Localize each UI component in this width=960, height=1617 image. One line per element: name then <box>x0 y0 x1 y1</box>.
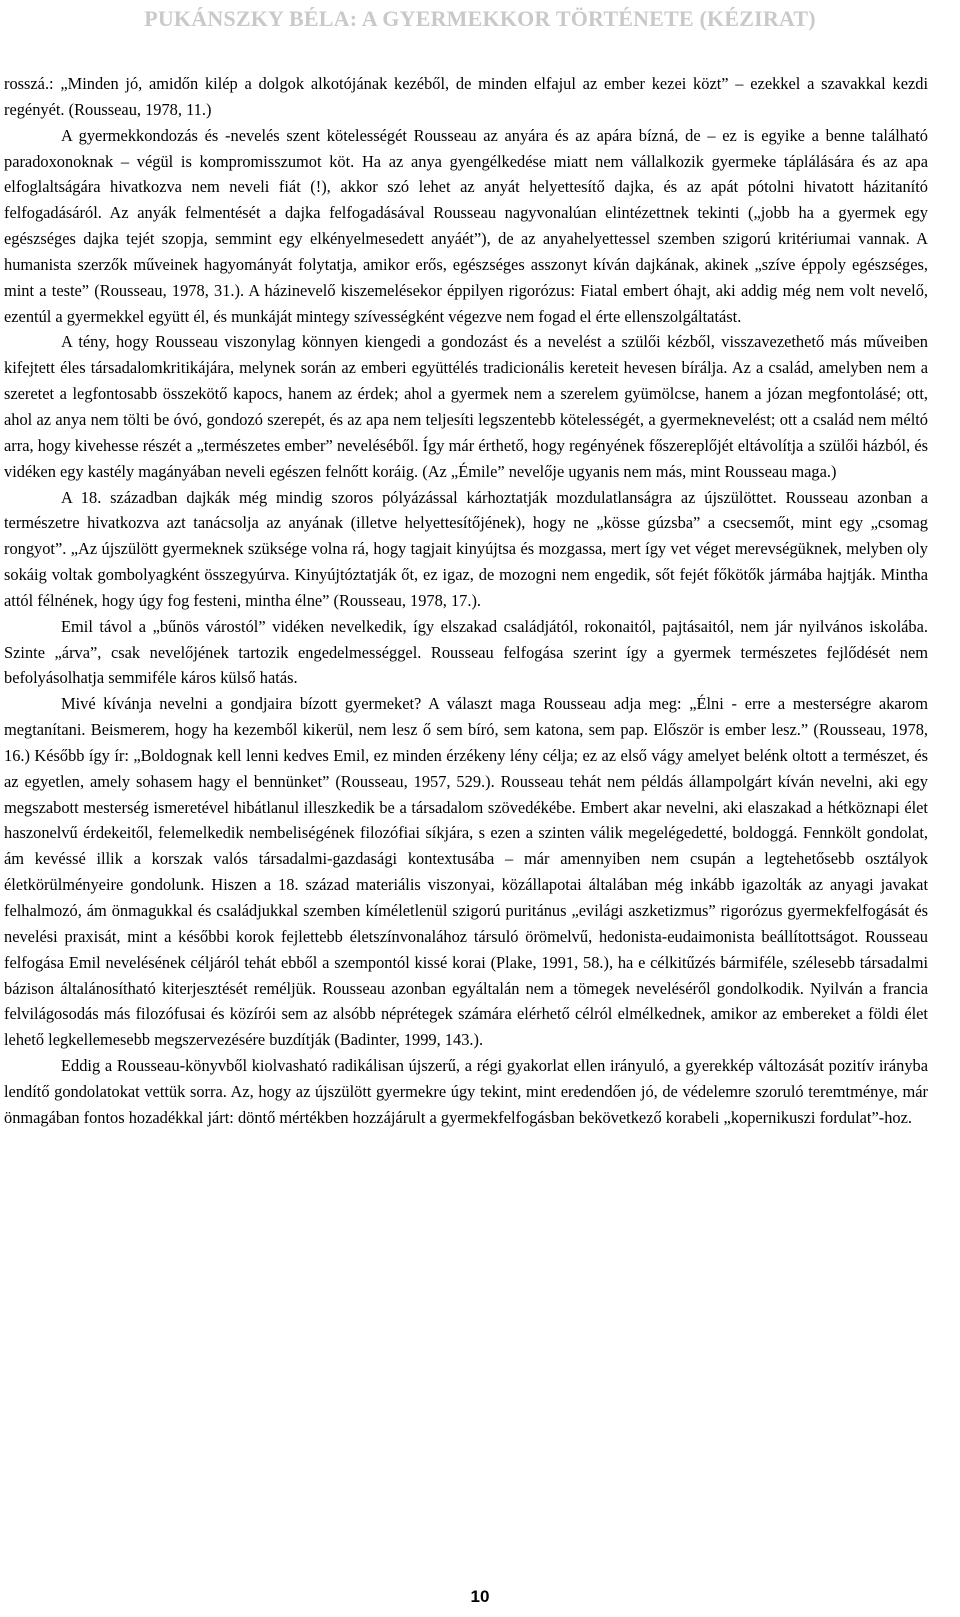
paragraph: A gyermekkondozás és -nevelés szent kötelességét Rousseau az anyára és az apára bízná, de – ez is egyike a benne található paradoxonoknak – végül is kompromisszumot köt. Ha az anya gyengélkedése miatt nem vállalkozik gyermeke táplálására és az apa elfoglaltságára hivatkozva nem neveli fiát (!), akkor szó lehet az anyát helyettesítő dajka, és az apát pótolni hivatott házitanító felfogadásáról. Az anyák felmentését a dajka felfogadásával Rousseau nagyvonalúan elintézettnek tekinti („jobb ha a gyermek egy egészséges dajka tejét szopja, semmint egy elkényelmesedett anyáét”), de az anyahelyettessel szemben szigorú kritériumai vannak. A humanista szerzők műveinek hagyományát folytatja, amikor erős, egészséges asszonyt kíván dajkának, akinek „szíve éppoly egészséges, mint a teste” (Rousseau, 1978, 31.). A házinevelő kiszemelésekor éppilyen rigorózus: Fiatal embert óhajt, aki addig még nem volt nevelő, ezentúl a gyermekkel együtt él, és munkáját mintegy szívességként végezve nem fogad el érte ellenszolgáltatást. <box>4 125 928 326</box>
body-text <box>4 71 928 1131</box>
paragraph: Eddig a Rousseau-könyvből kiolvasható radikálisan újszerű, a régi gyakorlat ellen irányuló, a gyerekkép változását pozitív irányba lendítő gondolatokat vettük sorra. Az, hogy az újszülött gyermekre úgy tekint, mint eredendően jó, de védelemre szoruló teremtménye, már önmagában fontos hozadékkal járt: döntő mértékben hozzájárult a gyermekfelfogásban bekövetkező korabeli „kopernikuszi fordulat”-hoz. <box>4 1056 928 1127</box>
paragraph: A tény, hogy Rousseau viszonylag könnyen kiengedi a gondozást és a nevelést a szülői kézből, visszavezethető más műveiben kifejtett éles társadalomkritikájára, melynek során az emberi együttélés tradicionális kereteit hevesen bírálja. Az a család, amelyben nem a szeretet a legfontosabb összekötő kapocs, hanem az érdek; ahol a gyermek nem a szerelem gyümölcse, hanem a józan megfontolásé; ott, ahol az anya nem tölti be óvó, gondozó szerepét, és az apa nem teljesíti legszentebb kötelességét, a gyermeknevelést; ott a család nem méltó arra, hogy kivehesse részét a „természetes ember” neveléséből. Így már érthető, hogy regényének főszereplőjét eltávolítja a szülői házból, és vidéken egy kastély magányában neveli egészen felnőtt koráig. (Az „Émile” nevelője ugyanis nem más, mint Rousseau maga.) <box>4 332 928 481</box>
paragraph-continuation: rosszá.: „Minden jó, amidőn kilép a dolgok alkotójának kezéből, de minden elfajul az ember kezei közt” – ezekkel a szavakkal kezdi regényét. (Rousseau, 1978, 11.) <box>4 74 928 119</box>
running-header: PUKÁNSZKY BÉLA: A GYERMEKKOR TÖRTÉNETE (KÉZIRAT) <box>144 6 816 31</box>
paragraph: A 18. században dajkák még mindig szoros pólyázással kárhoztatják mozdulatlanságra az újszülöttet. Rousseau azonban a természetre hivatkozva azt tanácsolja az anyának (illetve helyettesítőjének), hogy ne „kösse gúzsba” a csecsemőt, mint egy „csomag rongyot”. „Az újszülött gyermeknek szüksége volna rá, hogy tagjait kinyújtsa és mozgassa, mert így vet véget merevségüknek, melyben oly sokáig voltak gombolyagként összegyúrva. Kinyújtóztatják őt, ez igaz, de mozogni nem engedik, sőt fejét főkötők jármába hajtják. Mintha attól félnének, hogy úgy fog festeni, mintha élne” (Rousseau, 1978, 17.). <box>4 487 928 610</box>
paragraph: Emil távol a „bűnös várostól” vidéken nevelkedik, így elszakad családjától, rokonaitól, pajtásaitól, nem jár nyilvános iskolába. Szinte „árva”, csak nevelőjének tartozik engedelmességgel. Rousseau felfogása szerint így a gyermek természetes fejlődését nem befolyásolhatja semmiféle káros külső hatás. <box>4 616 928 688</box>
page-number: 10 <box>470 1587 490 1606</box>
paragraph: Mivé kívánja nevelni a gondjaira bízott gyermeket? A választ maga Rousseau adja meg: „Élni - erre a mesterségre akarom megtanítani. Beismerem, hogy ha kezemből kikerül, nem lesz ő sem bíró, sem katona, sem pap. Először is ember lesz.” (Rousseau, 1978, 16.) Később így ír: „Boldognak kell lenni kedves Emil, ez minden érzékeny lény célja; ez az első vágy amelyet belénk oltott a természet, és az egyetlen, amely sohasem hagy el bennünket” (Rousseau, 1957, 529.). Rousseau tehát nem példás állampolgárt kíván nevelni, aki egy megszabott mesterség ismeretével hibátlanul illeszkedik be a társadalom szövedékébe. Embert akar nevelni, aki elaszakad a hétköznapi élet haszonelvű érdekeitől, felemelkedik nembeliségének filozófiai síkjára, s ezen a szinten válik megelégedetté, boldoggá. Fennkölt gondolat, ám kevéssé illik a korszak valós társadalmi-gazdasági kontextusába – már amennyiben nem csupán a legtehetősebb osztályok életkörülményeire gondolunk. Hiszen a 18. század materiális viszonyai, közállapotai általában még inkább igazolták az anyagi javakat felhalmozó, ám önmagukkal és családjukkal szemben kíméletlenül szigorú puritánus „evilági aszketizmus” rigorózus gyermekfelfogását és nevelési praxisát, mint a későbbi korok fejlettebb életszínvonalához társuló örömelvű, hedonista-eudaimonista beállítottságot. Rousseau felfogása Emil nevelésének céljáról tehát ebből a szempontól kissé korai (Plake, 1991, 58.), ha e célkitűzés bármiféle, szélesebb társadalmi bázison általánosítható kiterjesztését reméljük. Rousseau azonban egyáltalán nem a tömegek neveléséről gondolkodik. Nyilván a francia felvilágosodás más filozófusai és közírói sem az alsóbb néprétegek számára elérhető célról elmélkednek, amikor az embereket a földi élet lehető legkellemesebb megszervezésére buzdítják (Badinter, 1999, 143.). <box>4 694 928 1050</box>
